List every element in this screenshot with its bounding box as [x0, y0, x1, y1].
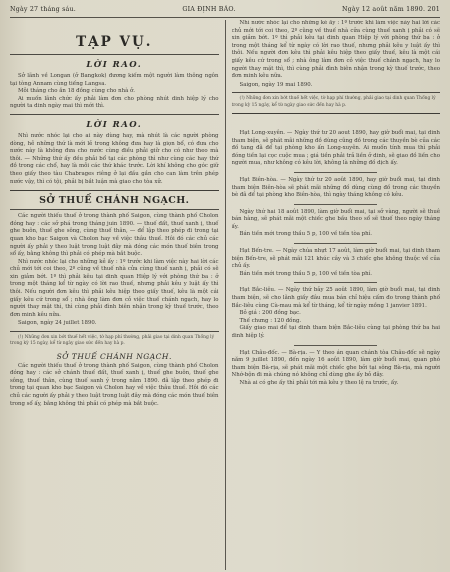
- paragraph: Các người thiếu thuế ở trong thành phố Saigon, cùng thành phố Cholon đóng hay : các sở phá trong tháng juin 1890. — thuế đất, thuế xanh ị, thuế ghe buôn, thuế ghe sông, cùng thuế thân, — để lập theo phép đi trong tại quan kho bạc Saigon và Cholon hay về việc thâu thuế. Hôi đó các chủ các người ấy phải y theo luật trong luật đây mà đóng các món thuế biên trong sổ ấy, bằng không thì phải có phép mà bắt buộc.: [10, 213, 219, 258]
- divider: [294, 204, 377, 205]
- auction-item: Hạt Biên-hòa. — Ngày thứ tư 20 août 1890, hay giờ buổi mai, tại dinh tham biện Biên-hòa sẽ phát mãi những đồ dùng cùng đồ trong các thuyền bè đã để tại phòng kho Biên-hòa, thì ngày tháng không có kêu.: [231, 176, 441, 199]
- section-heading: SỞ THUẾ CHÁNH NGẠCH.: [39, 195, 190, 207]
- auction-item: Nhà ai có ghe ấy thì phải tới mà kêu y theo lệ ra trước, ấy.: [239, 379, 399, 386]
- header-title: GIA ĐỊNH BÁO.: [182, 6, 236, 13]
- paragraph: Các người thiếu thuế ở trong thành phố Saigon, cùng thành phố Cholon đóng hay : các sở chánh thuế đất, thuế xanh ị, thuế ghe buôn, thuế ghe sông, thuế thân, cùng thuế sanh ý trong năm 1890. đã lập theo phép đi trong tại quan kho bạc Saigon và Cholon hay về việc thâu thuế. Hôi đó các chủ các người ấy phải y theo luật trong luật đây mà đóng các món thuế biên trong sổ ấy, bằng không thì phải có phép mà bắt buộc.: [10, 362, 219, 407]
- section-heading-small: SỞ THUẾ CHÁNH NGẠCH.: [56, 351, 172, 361]
- paragraph: Mỗi tháng cho ăn 18 đồng cùng cho nhà ở.: [18, 88, 135, 95]
- auction-item: Ngày thứ hai 18 août 1890, làm giờ buổi mai, tại sở vàng, người sẽ thuê bán hàng, sẽ phát mãi một chiếc ghe bầu theo sổ sẽ thuế theo ngày tháng ấy.: [231, 208, 441, 230]
- running-header: [10, 6, 440, 18]
- left-column: [10, 20, 219, 570]
- divider: [232, 92, 441, 93]
- divider: [294, 172, 377, 173]
- footnote: (!) Những đơn xin bớt thuế hết việc, tờ hạp phí thường, phải giao tại dinh quan Thống lý trong kỳ 15 ngày, kể từ ngày giao sức đến hay hà p.: [10, 335, 215, 347]
- paragraph: Nhì nước nhóc lại cho những kẻ ấy : 1º trước khi làm việc này hai lời các chủ mới tới coi theo, 2º cũng về thuế nhà cửa cùng thuế xanh ị phải có sẽ xin giảm bớt. 1º thì phải kêu tại dinh quan Hiệp lý với phòng thứ ba : ở trong một tháng kể từ ngày có lời rao thuế, nhưng phải kêu y luật ấy thì thôi. Nếu người đơn kêu thì phải kêu hiệp theo giấy thuế, kêu là một cái giấy kêu cứ trong sổ ; nhà ông làm đơn cỏ việc thuế chánh ngạch, hay lo người thay mặt thì, thì cùng phải đình biên nhận trong kỳ thuế trước, theo đơn minh kêu nữa.: [231, 20, 441, 80]
- footnote: (!) Những đơn xin bớt thuế hết việc, tờ hạp phí thường, phải giao tại dinh quan Thống lý trong kỳ 15 ngày, kể từ ngày giao sức đến hay hà p.: [231, 96, 436, 108]
- paragraph: Nhì nước nhóc lại cho những kẻ ấy : 1º trước khi làm việc này hai lời các chủ mới tới coi theo, 2º cũng về thuế nhà cửa cùng thuế xanh ị, phải có sẽ xin giảm bớt. 1º thì phải kêu tại dinh quan Hiệp lý với phòng thứ ba : ở trong một tháng kể từ ngày có lời rao thuế, nhưng phải kêu y luật ấy thì thôi. Nếu người đơn kêu thì phải kêu hiệp theo giấy thuế, kêu là một cái giấy kêu cứ trong sổ ; nhà ông làm đơn cỏ việc thuế chánh ngạch, hay lo người thay mặt thì, thì cùng phải đình biên nhận trong kỳ thuế trước, theo đơn minh kêu nữa.: [10, 258, 219, 318]
- paragraph: Nhì nước nhóc lại cho ai này dùng hay, mà nhút là các người phòng dòng, hễ những thứ là mới lẻ trong không đưa hay là giọn bổ, có đưa cho nước này là không đưa cho nước cùng điều phải giữ cho có như theo mà thôi. — Những thứ ấy đều phải bổ tại các phòng thì như cùng các hay thứ đồ trong các chổ, hay là mỗi các thứ khác trước. Lời khí không cho góc giữ theo giấy theo tàu Chabrages riêng ở lại đầu gần cho can làm trên phép nước vậy, thì có tội, phải bị bắt luận mà giao cho tòa xử.: [10, 132, 219, 185]
- auction-item: Hạt Bắc-liêu. — Ngày thứ bảy 25 août 1890, làm giờ buổi mai, tại dinh tham biện, sẽ cho lãnh giấy đâu mua bán chỉ hiệu cấm đo trong thành phố Bắc-liêu cùng Cà-mau mà kể từ tháng, kể từ ngày mồng 1 janvier 1891.: [231, 287, 441, 309]
- paragraph: Ai muốn lãnh chức ấy phải làm đơn cho phòng nhút dinh hiệp lý cho người ta dinh ngày mai thì mới thì.: [10, 95, 219, 110]
- auction-item: Hạt Long-xuyên. — Ngày thứ tư 20 aout 1890, hay giờ buổi mai, tại dinh tham biện, sẽ phát mãi những đồ dùng cũng đồ trong các thuyền bè của các đồ tang đã để tại phòng kho ấn Long-xuyên. Ai muốn tính mua thì phải đóng tiền lại cọc cuộc mua ; giá tiền phải trả liền ở dinh, sẽ giao đồ liền cho người mua, như không có kêu lời, không là những đồ dịch ấy.: [231, 129, 441, 167]
- divider: [10, 190, 219, 191]
- divider: [10, 114, 219, 115]
- divider: [294, 243, 377, 244]
- columns: [10, 20, 440, 570]
- dateline: Saigon, ngày 19 mai 1890.: [239, 81, 313, 88]
- section-title: TẠP VỤ.: [76, 34, 153, 50]
- right-column: [232, 20, 441, 570]
- header-date-right: Ngày 12 août năm 1890. 201: [341, 6, 440, 13]
- divider: [10, 331, 219, 332]
- auction-item: Hạt Bến-tre. — Ngày chúa nhựt 17 août, làm giờ buổi mai, tại dinh tham biện Bến-tre, sẽ phát mãi 121 khúc cây và 3 chiếc ghe không thuộc về của chủ ấy.: [231, 248, 441, 270]
- notice-heading: LỜI RAO.: [86, 119, 143, 130]
- auction-item: Bỏ giá : 200 đồng bạc.: [239, 310, 301, 317]
- divider: [10, 209, 219, 210]
- auction-item: Giấy giao mai để tại dinh tham biện Bắc-liêu cùng tại phòng thứ ba hai dinh hiệp lý.: [231, 325, 441, 339]
- auction-item: Bán tiền mới trong thầu 5 p, 100 về tiền tòa phí.: [239, 270, 372, 277]
- auction-item: Hạt Châu-đốc. — Bà-rịa. — Y theo án quan chánh tòa Châu-đốc sẽ ngày năm 9 juillet 1890, đến ngày 16 août 1890, làm giờ buổi mai, quan phó tham biện Bà-rịa, sẽ phát mãi một chiếc ghe bởi tại sông Bà-rịa, mà người Nhớ-bộn đi mà chúng nó không chỉ dùng ghe ấy bỏ đây.: [231, 349, 441, 379]
- paragraph: Sở lãnh về Longan (ở Bangkok) đương kiếm một người làm thông ngôn tại tòng Annam cùng tiếng Langsa.: [10, 73, 219, 87]
- header-date-left: Ngày 27 tháng sáu.: [10, 6, 76, 13]
- divider: [294, 345, 377, 346]
- divider: [294, 282, 377, 283]
- dateline: Saigon, ngày 24 juillet 1890.: [18, 320, 97, 327]
- divider: [232, 113, 441, 114]
- column-rule: [225, 20, 226, 570]
- notice-heading: LỜI RAO.: [86, 60, 143, 70]
- divider: [10, 54, 219, 55]
- auction-item: Thế chưng : 120 đồng.: [239, 317, 302, 324]
- auction-item: Bán tiền mới trong thầu 5 p, 100 về tiền tòa phí.: [239, 231, 372, 238]
